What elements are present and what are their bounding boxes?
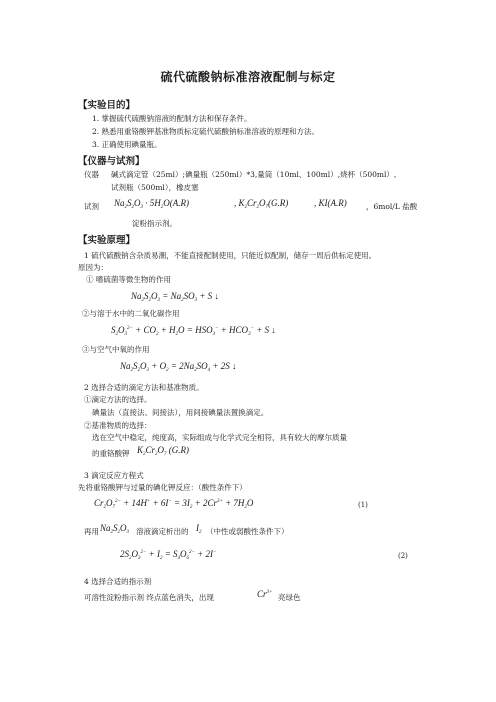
principle-p2-method: ①滴定方法的选择。 <box>84 395 152 404</box>
principle-p4: 4 选择合适的指示剂 <box>84 577 152 586</box>
purpose-item-2: 2. 熟悉用重铬酸钾基准物质标定硫代硫酸钠标准溶液的原理和方法。 <box>92 127 320 136</box>
equation-oxygen: $Na_2S_2O_3 + O_2 = 2Na_2SO_4 + 2S$ ↓ <box>120 361 237 373</box>
principle-p2-standard-detail: 选在空气中稳定，纯度高，实际组成与化学式完全相符，具有较大的摩尔质量 <box>92 433 347 442</box>
principle-cause-1: ① 嗜硫菌等微生物的作用 <box>86 275 171 284</box>
principle-p3-second-step-mid: 溶液滴定析出的 <box>136 527 189 536</box>
apparatus-line-2: 试剂瓶（500ml），橡皮塞 <box>111 183 199 192</box>
principle-p3-first-step: 先将重铬酸钾与过量的碘化钾反应：（酸性条件下） <box>78 483 247 492</box>
principle-cause-2: ②与溶于水中的二氧化碳作用 <box>82 309 180 318</box>
formula-sodium-thiosulfate: $Na_2S_2O_3$ <box>100 523 130 535</box>
apparatus-label: 仪器 <box>84 170 99 179</box>
reagent-formula-potassium-iodide: , KI(A.R) <box>314 198 347 208</box>
reagent-formula-potassium-dichromate: , $K_2Cr_2O_7(G.R)$ <box>234 198 289 210</box>
principle-p4-indicator: 可溶性淀粉指示剂 终点蓝色消失，出现 <box>84 593 214 602</box>
principle-p3-second-step-post: （中性或弱酸性条件下） <box>206 527 289 536</box>
principle-p4-green: 亮绿色 <box>278 593 301 602</box>
reagent-starch: 淀粉指示剂。 <box>132 219 177 228</box>
equation-2-number: (2) <box>398 552 408 560</box>
equation-1: $Cr_2O_7^{2-} + 14H^+ + 6I^- = 3I_2 + 2Cr^{3+} + 7H_2O$ <box>94 498 254 510</box>
reagent-formula-sodium-thiosulfate: $Na_2S_2O_3 \cdot 5H_2O(A.R)$ <box>114 198 190 210</box>
section-heading-principle: 【实验原理】 <box>78 235 136 246</box>
principle-p2: 2 选择合适的滴定方法和基准物质。 <box>84 383 204 392</box>
principle-p2-dichromate-label: 的重铬酸钾 <box>92 449 130 458</box>
equation-2: $2S_2O_3^{2-} + I_2 = S_4O_6^{2-} + 2I^-$ <box>120 549 217 561</box>
reagents-label: 试剂 <box>84 202 99 211</box>
principle-p2-method-detail: 碘量法（直接法、间接法），用间接碘量法置换滴定。 <box>92 408 269 417</box>
formula-potassium-dichromate: $K_2Cr_2O_7$ (G.R) <box>137 445 190 457</box>
formula-iodine: $I_2$ <box>196 523 202 535</box>
principle-p1: 1 硫代硫酸钠含杂质易潮，不能直接配制使用，只能近似配制，储存一周后供标定使用。 <box>84 251 377 260</box>
apparatus-line-1: 碱式滴定管（25ml）;碘量瓶（250ml）*3,量筒（10ml、100ml）,烧杯（500ml）, <box>111 170 397 179</box>
equation-1-number: (1) <box>358 501 368 509</box>
principle-p1-reason: 原因为： <box>78 263 108 272</box>
principle-cause-3: ③与空气中氧的作用 <box>82 345 150 354</box>
equation-carbon-dioxide: $S_2O_3^{2-} + CO_2 + H_2O = HSO_3^- + HCO_3^- + S$ ↓ <box>111 325 276 337</box>
principle-p3: 3 滴定反应方程式 <box>84 471 144 480</box>
principle-p2-standard: ②基准物质的选择： <box>84 421 152 430</box>
purpose-item-1: 1. 掌握硫代硫酸钠溶液的配制方法和保存条件。 <box>92 114 252 123</box>
purpose-item-3: 3. 正确使用碘量瓶。 <box>92 140 162 149</box>
principle-p3-second-step-pre: 再用 <box>84 527 99 536</box>
section-heading-purpose: 【实验目的】 <box>78 100 136 111</box>
page-title: 硫代硫酸钠标准溶液配制与标定 <box>160 70 336 84</box>
formula-chromium-ion: $Cr^{3+}$ <box>257 589 273 599</box>
section-heading-apparatus: 【仪器与试剂】 <box>78 156 145 167</box>
reagent-hcl: ，6mol/L 盐酸 <box>366 202 418 211</box>
equation-microbe: $Na_2S_2O_3 = Na_2SO_3 + S$ ↓ <box>131 291 219 303</box>
